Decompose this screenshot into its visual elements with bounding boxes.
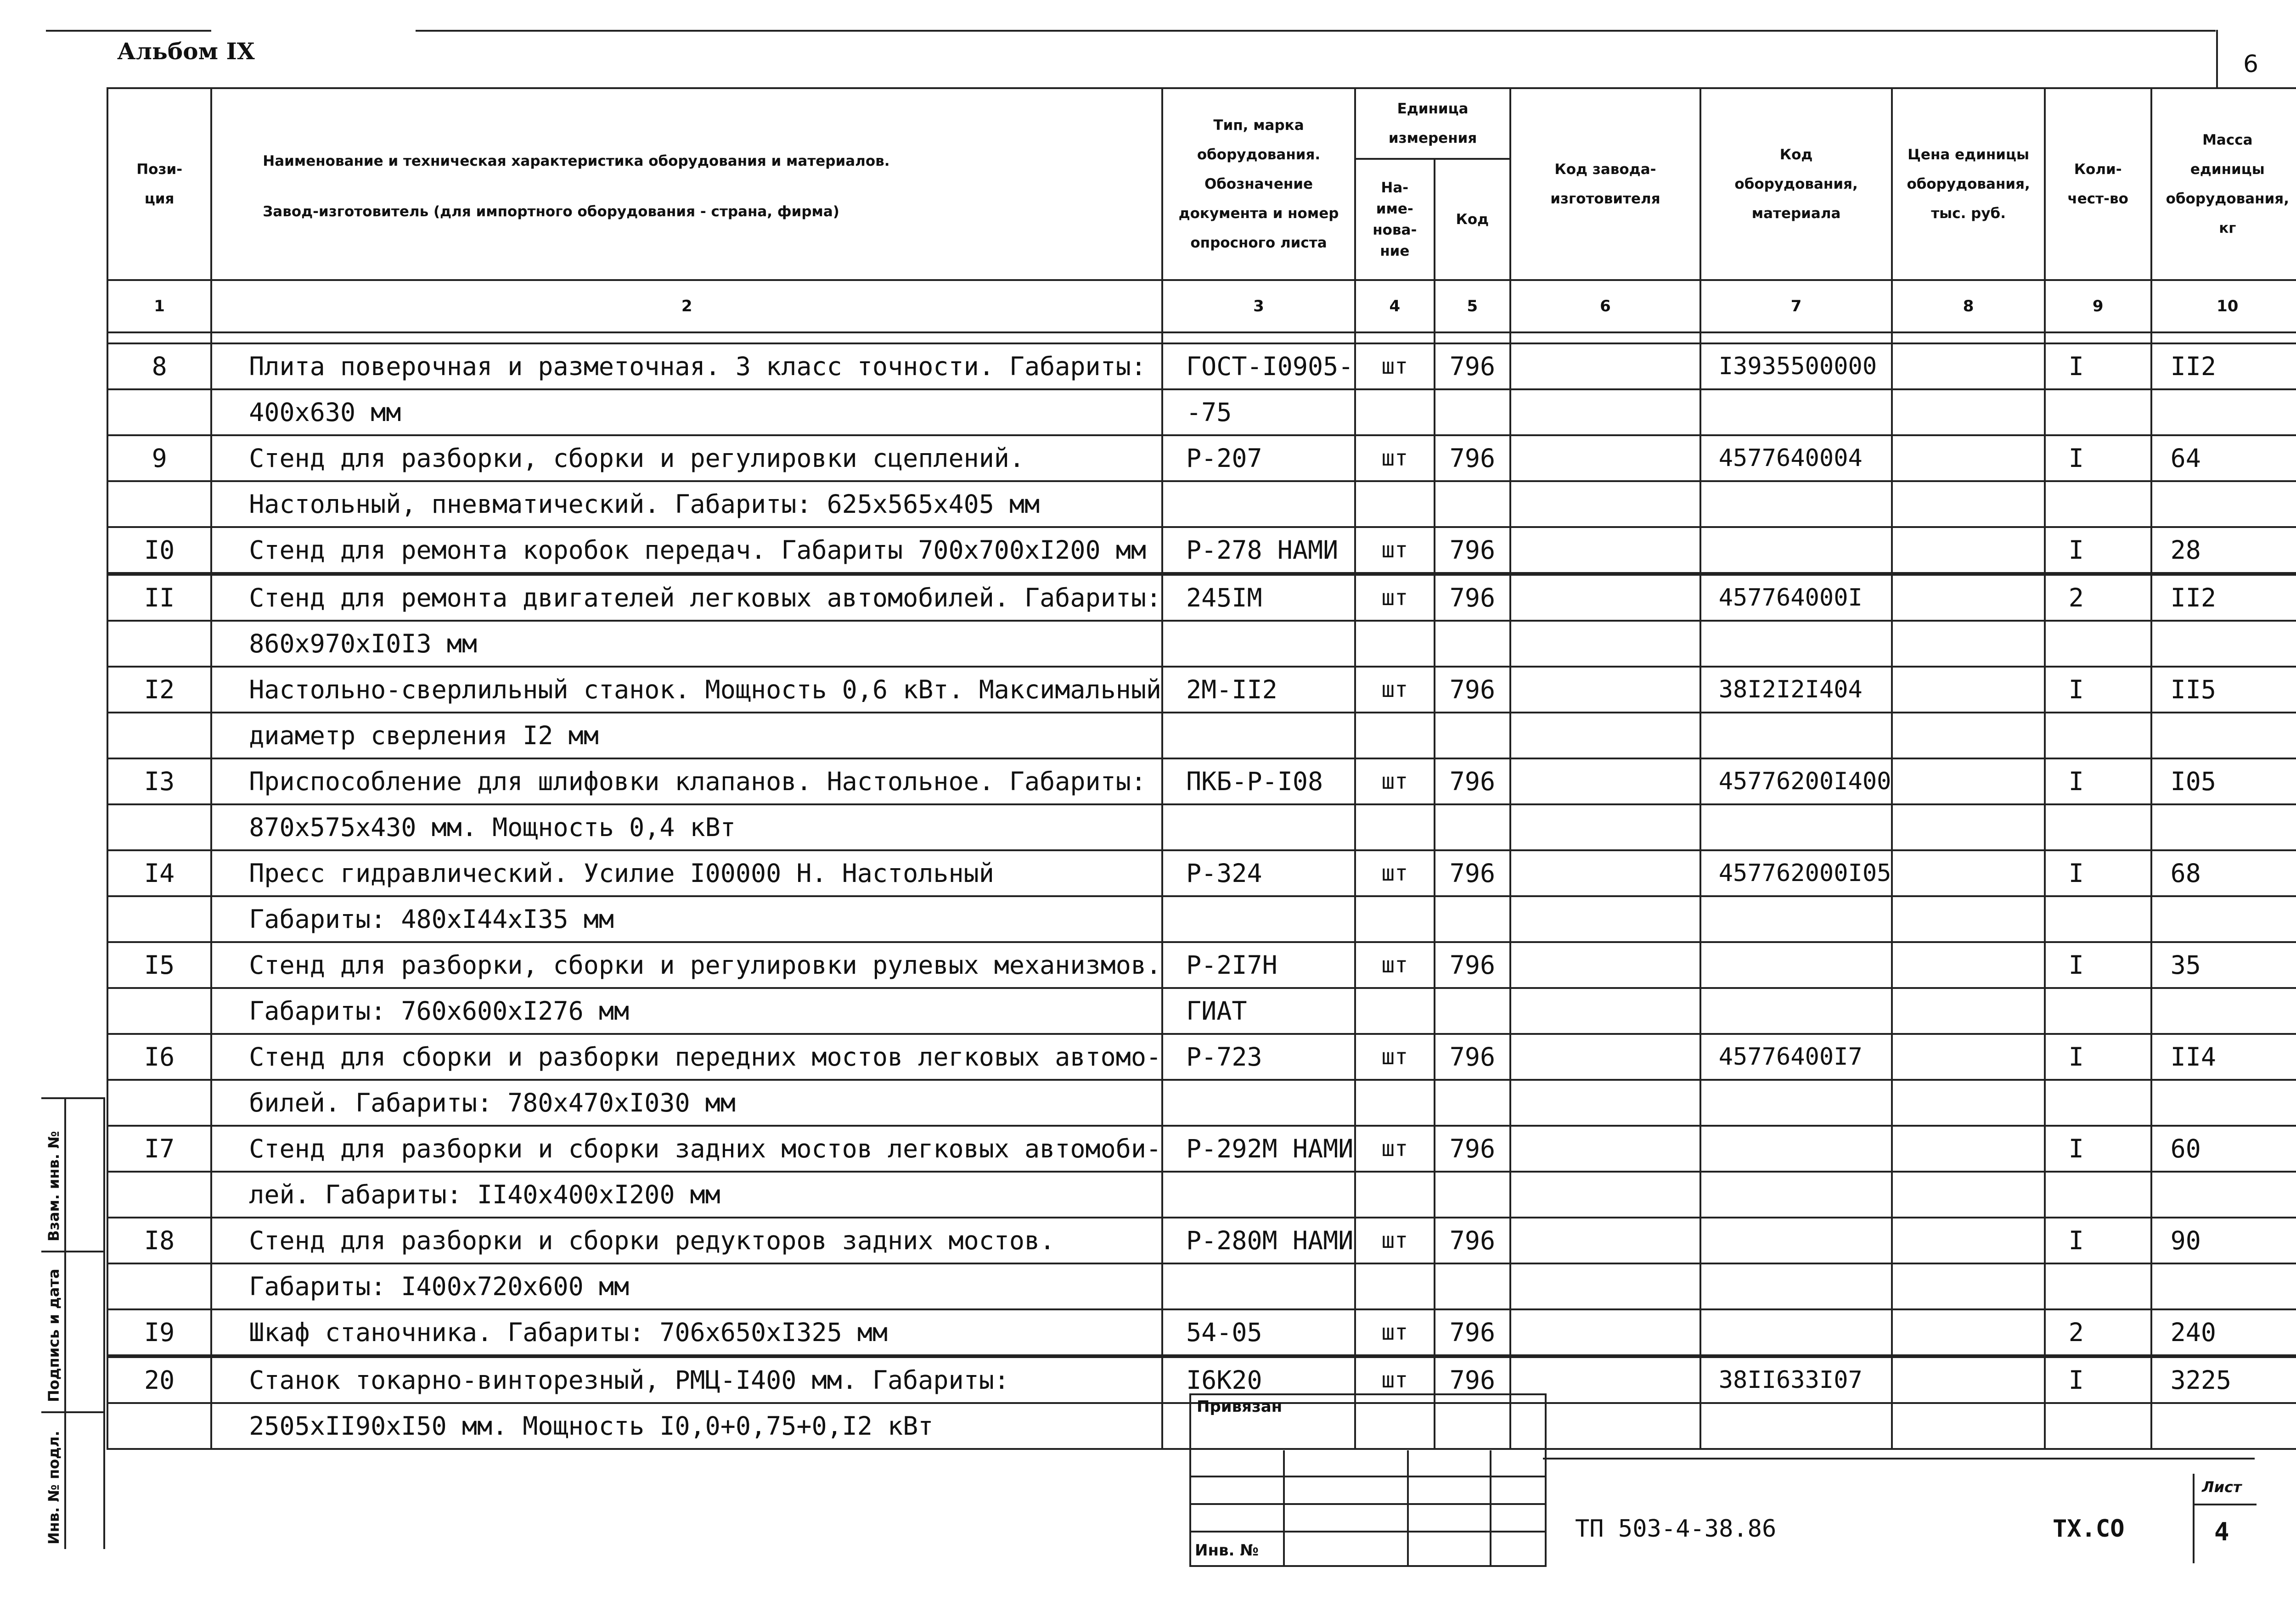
cell-qty: I xyxy=(2045,343,2151,389)
cell-qty: I xyxy=(2045,942,2151,988)
cell-name: Стенд для разборки, сборки и регулировки рулевых механизмов. xyxy=(211,942,1162,988)
cell-empty xyxy=(1435,804,1511,850)
cell-code: 796 xyxy=(1435,1357,1511,1403)
table-row xyxy=(107,713,2296,758)
cell-empty xyxy=(1355,389,1435,435)
cell-empty xyxy=(107,1403,211,1449)
cell-name: Стенд для сборки и разборки передних мостов легковых автомо- xyxy=(211,1034,1162,1080)
cell-empty xyxy=(1892,527,2044,573)
cell-empty xyxy=(1892,621,2044,667)
sidebar-signature-label: Подпись и дата xyxy=(45,1269,62,1402)
cell-name: Пресс гидравлический. Усилие I00000 Н. Настольный xyxy=(211,850,1162,896)
header-type: Тип, марка оборудования. Обозначение документа и номер опросного листа xyxy=(1162,88,1355,280)
cell-empty xyxy=(1510,988,1700,1034)
cell-eq: 457762000I05 xyxy=(1700,850,1892,896)
col-number: 10 xyxy=(2151,280,2296,332)
cell-empty xyxy=(1892,1034,2044,1080)
header-name-line1: Наименование и техническая характеристика оборудования и материалов. xyxy=(263,153,890,169)
col-number: 7 xyxy=(1700,280,1892,332)
cell-pos: I4 xyxy=(107,850,211,896)
cell-type xyxy=(1162,1080,1355,1126)
cell-code: 796 xyxy=(1435,1126,1511,1172)
col-number: 4 xyxy=(1355,280,1435,332)
sidebar-vzam-label: Взам. инв. № xyxy=(45,1131,62,1241)
binding-stamp xyxy=(1189,1393,1547,1567)
table-row xyxy=(107,1172,2296,1218)
cell-empty xyxy=(1700,389,1892,435)
sidebar-inv-label: Инв. № подл. xyxy=(45,1431,62,1544)
cell-name: Станок токарно-винторезный, РМЦ-I400 мм. Габариты: xyxy=(211,1357,1162,1403)
cell-empty xyxy=(1892,1080,2044,1126)
cell-empty xyxy=(1510,1218,1700,1263)
cell-empty xyxy=(2045,896,2151,942)
cell-empty xyxy=(1510,389,1700,435)
table-row xyxy=(107,527,2296,573)
title-block xyxy=(1543,1458,2255,1565)
cell-name: Настольный, пневматический. Габариты: 625x565x405 мм xyxy=(211,481,1162,527)
cell-name: Габариты: I400x720x600 мм xyxy=(211,1263,1162,1309)
document-code: ТП 503-4-38.86 xyxy=(1575,1515,1777,1543)
cell-pos: I8 xyxy=(107,1218,211,1263)
cell-type: Р-292М НАМИ xyxy=(1162,1126,1355,1172)
cell-empty xyxy=(1700,1403,1892,1449)
cell-type: Р-2I7Н xyxy=(1162,942,1355,988)
cell-empty xyxy=(1355,1172,1435,1218)
cell-name: 2505xII90xI50 мм. Мощность I0,0+0,75+0,I2 кВт xyxy=(211,1403,1162,1449)
cell-mass: II2 xyxy=(2151,575,2296,621)
cell-pos: I3 xyxy=(107,758,211,804)
header-unit-code: Код xyxy=(1435,159,1511,280)
cell-mass: 64 xyxy=(2151,435,2296,481)
cell-empty xyxy=(2151,1403,2296,1449)
cell-code: 796 xyxy=(1435,1034,1511,1080)
stamp-inv-label: Инв. № xyxy=(1195,1541,1259,1560)
cell-name: Шкаф станочника. Габариты: 706x650xI325 мм xyxy=(211,1309,1162,1355)
cell-type: 2М-II2 xyxy=(1162,667,1355,713)
cell-eq xyxy=(1700,1218,1892,1263)
cell-empty xyxy=(1435,896,1511,942)
cell-pos: 20 xyxy=(107,1357,211,1403)
cell-empty xyxy=(1435,1172,1511,1218)
table-row xyxy=(107,758,2296,804)
header-name-line2: Завод-изготовитель (для импортного оборудования - страна, фирма) xyxy=(263,203,839,220)
cell-type: 245IМ xyxy=(1162,575,1355,621)
cell-empty xyxy=(2151,481,2296,527)
cell-type: Р-207 xyxy=(1162,435,1355,481)
cell-empty xyxy=(1700,1263,1892,1309)
cell-qty: I xyxy=(2045,667,2151,713)
table-row xyxy=(107,1034,2296,1080)
cell-qty: I xyxy=(2045,435,2151,481)
cell-empty xyxy=(1510,481,1700,527)
document-type: ТХ.СО xyxy=(2053,1515,2125,1543)
col-number: 2 xyxy=(211,280,1162,332)
cell-empty xyxy=(1700,804,1892,850)
cell-type: Р-723 xyxy=(1162,1034,1355,1080)
cell-empty xyxy=(1510,758,1700,804)
cell-empty xyxy=(1510,896,1700,942)
cell-empty xyxy=(2151,1172,2296,1218)
cell-unit: шт xyxy=(1355,1218,1435,1263)
cell-qty: I xyxy=(2045,1126,2151,1172)
cell-eq xyxy=(1700,1309,1892,1355)
cell-unit: шт xyxy=(1355,758,1435,804)
cell-eq: 45776400I7 xyxy=(1700,1034,1892,1080)
top-border-right xyxy=(416,30,2216,32)
header-position: Пози- ция xyxy=(107,88,211,280)
cell-mass: 28 xyxy=(2151,527,2296,573)
left-stamp-column xyxy=(41,1097,105,1549)
cell-empty xyxy=(1510,667,1700,713)
cell-mass: 3225 xyxy=(2151,1357,2296,1403)
cell-empty xyxy=(1700,621,1892,667)
cell-type: ПКБ-Р-I08 xyxy=(1162,758,1355,804)
cell-empty xyxy=(1700,896,1892,942)
cell-mass: 60 xyxy=(2151,1126,2296,1172)
cell-empty xyxy=(1892,896,2044,942)
cell-code: 796 xyxy=(1435,758,1511,804)
cell-empty xyxy=(2151,1263,2296,1309)
cell-eq xyxy=(1700,942,1892,988)
cell-mass: 35 xyxy=(2151,942,2296,988)
cell-empty xyxy=(1510,527,1700,573)
cell-name: билей. Габариты: 780x470xI030 мм xyxy=(211,1080,1162,1126)
col-number: 1 xyxy=(107,280,211,332)
cell-empty xyxy=(1435,988,1511,1034)
cell-name: 400x630 мм xyxy=(211,389,1162,435)
cell-empty xyxy=(2045,621,2151,667)
cell-empty xyxy=(107,389,211,435)
cell-type xyxy=(1162,481,1355,527)
cell-empty xyxy=(1892,1263,2044,1309)
cell-mass: 68 xyxy=(2151,850,2296,896)
cell-name: 870x575x430 мм. Мощность 0,4 кВт xyxy=(211,804,1162,850)
cell-name: Габариты: 760x600xI276 мм xyxy=(211,988,1162,1034)
table-row xyxy=(107,942,2296,988)
cell-empty xyxy=(1892,343,2044,389)
page-number: 6 xyxy=(2243,51,2259,78)
cell-qty: I xyxy=(2045,850,2151,896)
cell-empty xyxy=(107,1172,211,1218)
stamp-title: Привязан xyxy=(1197,1398,1283,1416)
cell-empty xyxy=(1510,1034,1700,1080)
cell-qty: I xyxy=(2045,527,2151,573)
cell-unit: шт xyxy=(1355,527,1435,573)
table-row xyxy=(107,1080,2296,1126)
cell-empty xyxy=(1892,1218,2044,1263)
cell-type xyxy=(1162,1172,1355,1218)
cell-empty xyxy=(1510,1172,1700,1218)
cell-pos: I0 xyxy=(107,527,211,573)
header-name xyxy=(211,88,1162,280)
cell-pos: 9 xyxy=(107,435,211,481)
cell-empty xyxy=(2151,713,2296,758)
cell-empty xyxy=(1892,1403,2044,1449)
cell-unit: шт xyxy=(1355,1126,1435,1172)
cell-mass: II5 xyxy=(2151,667,2296,713)
cell-name: Стенд для ремонта двигателей легковых автомобилей. Габариты: xyxy=(211,575,1162,621)
cell-empty xyxy=(1892,575,2044,621)
cell-empty xyxy=(1355,988,1435,1034)
cell-empty xyxy=(107,713,211,758)
cell-empty xyxy=(1435,621,1511,667)
cell-name: Приспособление для шлифовки клапанов. Настольное. Габариты: xyxy=(211,758,1162,804)
cell-empty xyxy=(2045,1080,2151,1126)
table-row xyxy=(107,850,2296,896)
col-number: 9 xyxy=(2045,280,2151,332)
cell-empty xyxy=(1700,988,1892,1034)
cell-empty xyxy=(1892,942,2044,988)
cell-empty xyxy=(1892,713,2044,758)
cell-code: 796 xyxy=(1435,343,1511,389)
table-row xyxy=(107,1263,2296,1309)
cell-qty: 2 xyxy=(2045,1309,2151,1355)
table-row xyxy=(107,1218,2296,1263)
header-quantity: Коли-чест-во xyxy=(2045,88,2151,280)
cell-pos: I6 xyxy=(107,1034,211,1080)
table-row xyxy=(107,621,2296,667)
cell-empty xyxy=(1892,988,2044,1034)
cell-qty: I xyxy=(2045,1357,2151,1403)
cell-empty xyxy=(2045,988,2151,1034)
cell-empty xyxy=(2045,804,2151,850)
cell-empty xyxy=(1892,850,2044,896)
cell-empty xyxy=(1355,713,1435,758)
cell-empty xyxy=(1892,1126,2044,1172)
cell-pos: I9 xyxy=(107,1309,211,1355)
cell-code: 796 xyxy=(1435,1309,1511,1355)
cell-mass: I05 xyxy=(2151,758,2296,804)
cell-unit: шт xyxy=(1355,942,1435,988)
cell-empty xyxy=(2151,1080,2296,1126)
cell-type xyxy=(1162,1263,1355,1309)
cell-empty xyxy=(1892,1357,2044,1403)
header-unit: Единица измерения xyxy=(1355,88,1510,159)
cell-pos: II xyxy=(107,575,211,621)
cell-empty xyxy=(1510,1263,1700,1309)
cell-empty xyxy=(107,1263,211,1309)
cell-empty xyxy=(1435,389,1511,435)
cell-code: 796 xyxy=(1435,1218,1511,1263)
cell-unit: шт xyxy=(1355,667,1435,713)
table-row xyxy=(107,667,2296,713)
cell-empty xyxy=(1435,713,1511,758)
cell-empty xyxy=(1355,621,1435,667)
cell-empty xyxy=(1355,804,1435,850)
cell-qty: I xyxy=(2045,1034,2151,1080)
sheet-label: Лист xyxy=(2202,1478,2242,1496)
cell-eq: 457764000I xyxy=(1700,575,1892,621)
cell-type xyxy=(1162,896,1355,942)
cell-unit: шт xyxy=(1355,1034,1435,1080)
cell-type xyxy=(1162,621,1355,667)
cell-type: ГИАТ xyxy=(1162,988,1355,1034)
cell-pos: I7 xyxy=(107,1126,211,1172)
col-number: 6 xyxy=(1510,280,1700,332)
table-row xyxy=(107,435,2296,481)
cell-eq: I3935500000 xyxy=(1700,343,1892,389)
cell-unit: шт xyxy=(1355,1357,1435,1403)
cell-code: 796 xyxy=(1435,527,1511,573)
cell-name: Габариты: 480xI44xI35 мм xyxy=(211,896,1162,942)
cell-pos: I2 xyxy=(107,667,211,713)
cell-qty: 2 xyxy=(2045,575,2151,621)
cell-type: ГОСТ-I0905- xyxy=(1162,343,1355,389)
cell-empty xyxy=(1355,1080,1435,1126)
cell-eq: 38I2I2I404 xyxy=(1700,667,1892,713)
cell-empty xyxy=(2045,1403,2151,1449)
table-row xyxy=(107,988,2296,1034)
cell-empty xyxy=(2045,389,2151,435)
cell-name: 860x970xI0I3 мм xyxy=(211,621,1162,667)
cell-empty xyxy=(1510,1126,1700,1172)
cell-type: Р-278 НАМИ xyxy=(1162,527,1355,573)
cell-code: 796 xyxy=(1435,575,1511,621)
cell-unit: шт xyxy=(1355,343,1435,389)
cell-pos: I5 xyxy=(107,942,211,988)
cell-eq xyxy=(1700,1126,1892,1172)
cell-empty xyxy=(2045,1172,2151,1218)
cell-unit: шт xyxy=(1355,575,1435,621)
cell-mass: II2 xyxy=(2151,343,2296,389)
cell-name: Настольно-сверлильный станок. Мощность 0,6 кВт. Максимальный xyxy=(211,667,1162,713)
cell-empty xyxy=(1892,758,2044,804)
cell-empty xyxy=(1510,804,1700,850)
cell-empty xyxy=(1892,1172,2044,1218)
cell-empty xyxy=(2151,896,2296,942)
header-equipment-code: Код оборудования, материала xyxy=(1700,88,1892,280)
cell-empty xyxy=(1700,1172,1892,1218)
cell-empty xyxy=(1435,1263,1511,1309)
table-row xyxy=(107,343,2296,389)
cell-empty xyxy=(1700,713,1892,758)
table-row xyxy=(107,804,2296,850)
cell-empty xyxy=(1510,435,1700,481)
cell-pos: 8 xyxy=(107,343,211,389)
cell-empty xyxy=(107,481,211,527)
cell-empty xyxy=(1510,575,1700,621)
cell-empty xyxy=(1510,942,1700,988)
cell-empty xyxy=(2151,988,2296,1034)
cell-empty xyxy=(1892,435,2044,481)
specification-table xyxy=(107,87,2296,1450)
table-row xyxy=(107,1309,2296,1355)
cell-empty xyxy=(1435,481,1511,527)
cell-type: I6К20 xyxy=(1162,1357,1355,1403)
cell-empty xyxy=(107,1080,211,1126)
cell-empty xyxy=(1355,896,1435,942)
cell-name: Плита поверочная и разметочная. 3 класс точности. Габариты: xyxy=(211,343,1162,389)
header-plant-code: Код завода-изготовителя xyxy=(1510,88,1700,280)
cell-empty xyxy=(1892,667,2044,713)
cell-empty xyxy=(1510,1080,1700,1126)
cell-empty xyxy=(107,804,211,850)
cell-empty xyxy=(1355,481,1435,527)
cell-unit: шт xyxy=(1355,850,1435,896)
cell-type xyxy=(1162,804,1355,850)
cell-code: 796 xyxy=(1435,942,1511,988)
cell-type xyxy=(1162,713,1355,758)
cell-type: -75 xyxy=(1162,389,1355,435)
cell-empty xyxy=(2045,713,2151,758)
cell-empty xyxy=(1510,1309,1700,1355)
cell-eq: 4577640004 xyxy=(1700,435,1892,481)
header-unit-name: На-име-нова-ние xyxy=(1355,159,1435,280)
cell-empty xyxy=(2151,804,2296,850)
cell-name: Стенд для разборки, сборки и регулировки сцеплений. xyxy=(211,435,1162,481)
cell-mass: 90 xyxy=(2151,1218,2296,1263)
cell-mass: II4 xyxy=(2151,1034,2296,1080)
col-number: 8 xyxy=(1892,280,2044,332)
cell-unit: шт xyxy=(1355,1309,1435,1355)
cell-name: лей. Габариты: II40x400xI200 мм xyxy=(211,1172,1162,1218)
table-row xyxy=(107,575,2296,621)
cell-empty xyxy=(2045,481,2151,527)
header-mass: Масса единицы оборудования, кг xyxy=(2151,88,2296,280)
cell-name: диаметр сверления I2 мм xyxy=(211,713,1162,758)
cell-empty xyxy=(1892,389,2044,435)
cell-empty xyxy=(1435,1080,1511,1126)
cell-empty xyxy=(1510,621,1700,667)
cell-empty xyxy=(107,621,211,667)
cell-qty: I xyxy=(2045,1218,2151,1263)
cell-code: 796 xyxy=(1435,850,1511,896)
table-body xyxy=(107,343,2296,1449)
cell-code: 796 xyxy=(1435,667,1511,713)
cell-empty xyxy=(2151,389,2296,435)
cell-empty xyxy=(2045,1263,2151,1309)
cell-empty xyxy=(107,896,211,942)
header-price: Цена единицы оборудования, тыс. руб. xyxy=(1892,88,2044,280)
cell-code: 796 xyxy=(1435,435,1511,481)
cell-empty xyxy=(1892,1309,2044,1355)
cell-empty xyxy=(1892,481,2044,527)
sheet-number: 4 xyxy=(2214,1517,2229,1546)
cell-name: Стенд для разборки и сборки редукторов задних мостов. xyxy=(211,1218,1162,1263)
cell-empty xyxy=(1892,804,2044,850)
cell-empty xyxy=(1700,481,1892,527)
cell-type: Р-280М НАМИ xyxy=(1162,1218,1355,1263)
cell-empty xyxy=(1355,1263,1435,1309)
cell-eq xyxy=(1700,527,1892,573)
cell-eq: 38II633I07 xyxy=(1700,1357,1892,1403)
cell-qty: I xyxy=(2045,758,2151,804)
cell-unit: шт xyxy=(1355,435,1435,481)
cell-type: Р-324 xyxy=(1162,850,1355,896)
cell-empty xyxy=(1700,1080,1892,1126)
table-row xyxy=(107,1126,2296,1172)
cell-empty xyxy=(107,988,211,1034)
cell-empty xyxy=(1510,850,1700,896)
cell-eq: 45776200I400 xyxy=(1700,758,1892,804)
cell-empty xyxy=(1510,713,1700,758)
cell-mass: 240 xyxy=(2151,1309,2296,1355)
cell-type: 54-05 xyxy=(1162,1309,1355,1355)
album-label: Альбом IX xyxy=(117,38,255,65)
cell-name: Стенд для разборки и сборки задних мостов легковых автомоби- xyxy=(211,1126,1162,1172)
table-row xyxy=(107,389,2296,435)
col-number: 5 xyxy=(1435,280,1511,332)
table-row xyxy=(107,896,2296,942)
table-row xyxy=(107,481,2296,527)
cell-name: Стенд для ремонта коробок передач. Габариты 700x700xI200 мм xyxy=(211,527,1162,573)
cell-empty xyxy=(1510,343,1700,389)
cell-empty xyxy=(2151,621,2296,667)
top-border-left xyxy=(46,30,211,32)
col-number: 3 xyxy=(1162,280,1355,332)
